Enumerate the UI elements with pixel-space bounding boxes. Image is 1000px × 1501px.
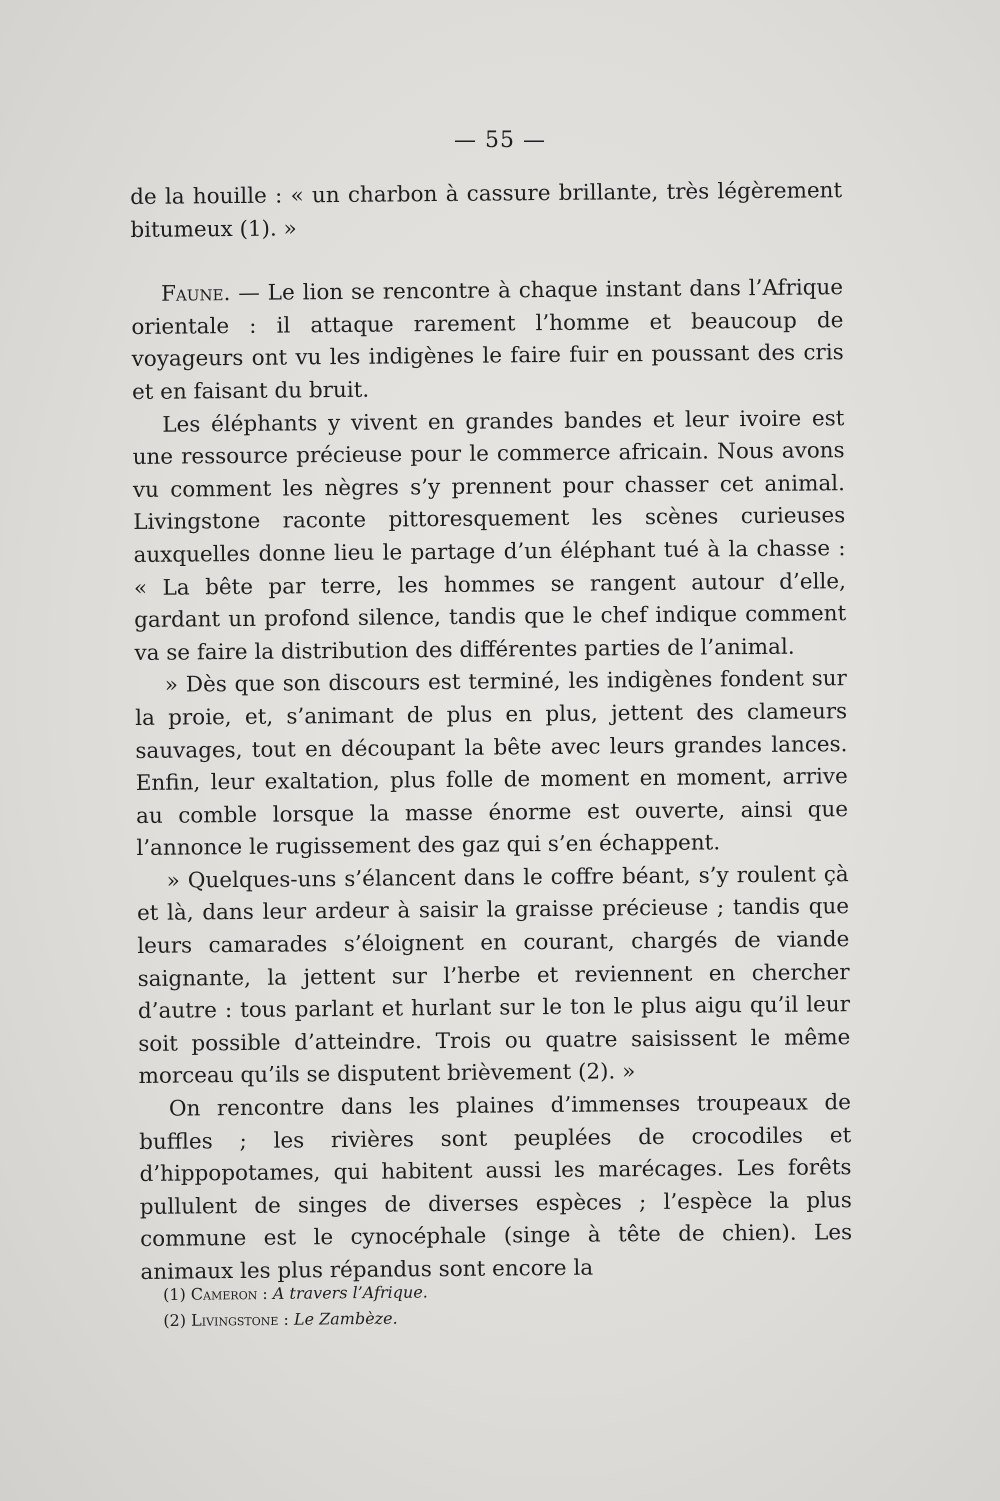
- paragraph-1: de la houille : « un charbon à cassure brillante, très légèrement bitumeux (1). »: [130, 178, 843, 243]
- section-heading-faune: Faune.: [160, 281, 231, 307]
- footnote-2: [163, 1302, 783, 1334]
- paragraph-3: Les éléphants y vivent en grandes bandes et leur ivoire est une ressource précieuse pour le commerce africain. Nous avons vu comment les nègres s’y prennent pour chasser cet animal. Livingstone raconte pittoresquement les scènes curieuses auxquelles donne lieu le partage d’un éléphant tué à la chasse : « La bête par terre, les hommes se rangent autour d’elle, gardant un profond silence, tandis que le chef indique comment va se faire la distribution des différentes parties de l’animal.: [132, 405, 847, 666]
- paragraph-6: On rencontre dans les plaines d’immenses troupeaux de buffles ; les rivières sont peuplées de crocodiles et d’hippopotames, qui habitent aussi les marécages. Les forêts pullulent de singes de diverses espèces ; l’espèce la plus commune est le cynocéphale (singe à tête de chien). Les animaux les plus répandus sont encore la: [139, 1090, 853, 1285]
- footnote-title: A travers l’Afrique.: [272, 1282, 428, 1303]
- paragraph-2-text: — Le lion se rencontre à chaque instant dans l’Afrique orientale : il attaque rarement l’homme et beaucoup de voyageurs ont vu les indigènes le faire fuir en poussant des cris et en faisant du bruit.: [131, 275, 844, 405]
- paragraph-4: » Dès que son discours est terminé, les indigènes fondent sur la proie, et, s’animant de plus en plus, jettent des clameurs sauvages, tout en découpant la bête avec leurs grandes lances. Enfin, leur exaltation, plus folle de moment en moment, arrive au comble lorsque la masse énorme est ouverte, ainsi que l’annonce le rugissement des gaz qui s’en échappent.: [135, 666, 849, 862]
- page-number: — 55 —: [454, 128, 546, 153]
- footnote-separator: :: [278, 1309, 295, 1329]
- footnote-author: Livingstone: [191, 1309, 279, 1330]
- paragraph-5: » Quelques-uns s’élancent dans le coffre béant, s’y roulent çà et là, dans leur ardeur à saisir la graisse précieuse ; tandis que leurs camarades s’éloignent en courant, chargés de viande saignante, la jettent sur l’herbe et reviennent en chercher d’autre : tous parlant et hurlant sur le ton le plus aigu qu’il leur soit possible d’atteindre. Trois ou quatre saisissent le même morceau qu’ils se disputent brièvement (2). »: [136, 862, 851, 1090]
- footnote-title: Le Zambèze.: [293, 1308, 398, 1329]
- paragraph-2: [131, 272, 844, 409]
- footnote-marker: (1): [163, 1284, 186, 1304]
- footnote-separator: :: [257, 1283, 273, 1304]
- body-text: [130, 175, 853, 1289]
- footnote-author: Cameron: [190, 1284, 258, 1304]
- footnotes: [163, 1276, 783, 1334]
- footnote-marker: (2): [163, 1310, 187, 1330]
